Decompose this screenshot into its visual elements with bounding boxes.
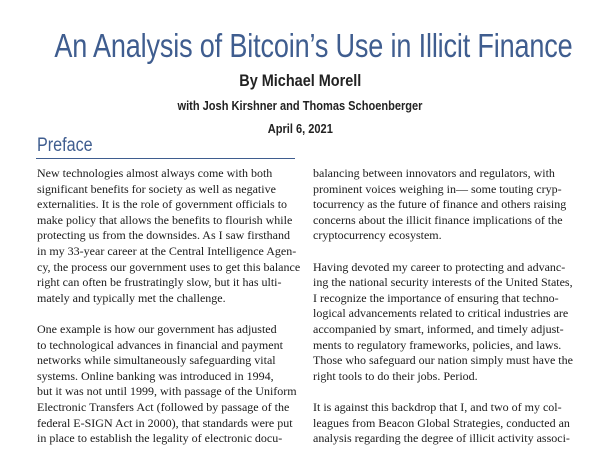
text-line: It is against this backdrop that I, and two of my col-	[313, 399, 562, 414]
text-line: right can often be frustratingly slow, but it has ulti-	[37, 275, 282, 290]
right-paragraph-2	[313, 260, 575, 385]
text-line: logical advancements related to critical industries are	[313, 306, 569, 321]
section-heading-rule	[36, 158, 295, 159]
text-line: externalities. It is the role of government officials to	[37, 197, 288, 212]
text-line: Electronic Transfers Act (followed by passage of the	[37, 399, 290, 414]
right-paragraph-1	[313, 166, 575, 244]
left-text-column	[37, 166, 299, 462]
text-line: Those who safeguard our nation simply must have the	[313, 353, 573, 368]
text-line: New technologies almost always come with both	[37, 166, 273, 180]
text-line: leagues from Beacon Global Strategies, conducted an	[313, 415, 570, 430]
text-line: Having devoted my career to protecting and advanc-	[313, 259, 566, 274]
text-line: tocurrency as the future of finance and others raising	[313, 197, 567, 212]
left-paragraph-1	[37, 166, 299, 306]
text-line: to technological advances in financial and payment	[37, 337, 283, 352]
text-line: protecting us from the downsides. As I saw firsthand	[37, 228, 290, 243]
text-line: in my 33-year career at the Central Intelligence Agen-	[37, 243, 297, 258]
document-title: An Analysis of Bitcoin’s Use in Illicit Finance	[54, 27, 573, 64]
text-line: analysis regarding the degree of illicit activity associ-	[313, 431, 570, 446]
text-line: make policy that allows the benefits to flourish while	[37, 212, 293, 227]
right-text-column	[313, 166, 575, 462]
text-line: networks while simultaneously safeguarding vital	[37, 353, 276, 368]
publication-date: April 6, 2021	[267, 121, 333, 136]
text-line: significant benefits for society as well as negative	[37, 181, 276, 196]
text-line: in place to establish the legality of electronic docu-	[37, 431, 283, 446]
text-line: concerns about the illicit finance implications of the	[313, 212, 563, 227]
text-line: One example is how our government has adjusted	[37, 321, 277, 336]
left-paragraph-2	[37, 322, 299, 447]
text-line: ing the national security interests of the United States,	[313, 275, 573, 290]
text-line: right tools to do their jobs. Period.	[313, 368, 478, 383]
text-line: but it was not until 1999, with passage of the Uniform	[37, 384, 297, 399]
text-line: cryptocurrency ecosystem.	[313, 228, 442, 243]
text-line: mately and typically met the challenge.	[37, 290, 226, 305]
section-heading-preface: Preface	[37, 135, 93, 156]
right-paragraph-3	[313, 400, 575, 447]
text-line: I recognize the importance of ensuring that techno-	[313, 290, 559, 305]
text-line: balancing between innovators and regulators, with	[313, 166, 555, 180]
text-line: accompanied by smart, informed, and timely adjust-	[313, 321, 564, 336]
text-line: ments to regulatory frameworks, policies, and laws.	[313, 337, 562, 352]
author-byline: By Michael Morell	[239, 71, 362, 90]
text-line: federal E-SIGN Act in 2000), that standards were put	[37, 415, 293, 430]
text-line: systems. Online banking was introduced in 1994,	[37, 368, 274, 383]
text-line: cy, the process our government uses to get this balance	[37, 259, 301, 274]
coauthors-line: with Josh Kirshner and Thomas Schoenberger	[177, 98, 423, 113]
text-line: prominent voices weighing in— some touting cryp-	[313, 181, 562, 196]
